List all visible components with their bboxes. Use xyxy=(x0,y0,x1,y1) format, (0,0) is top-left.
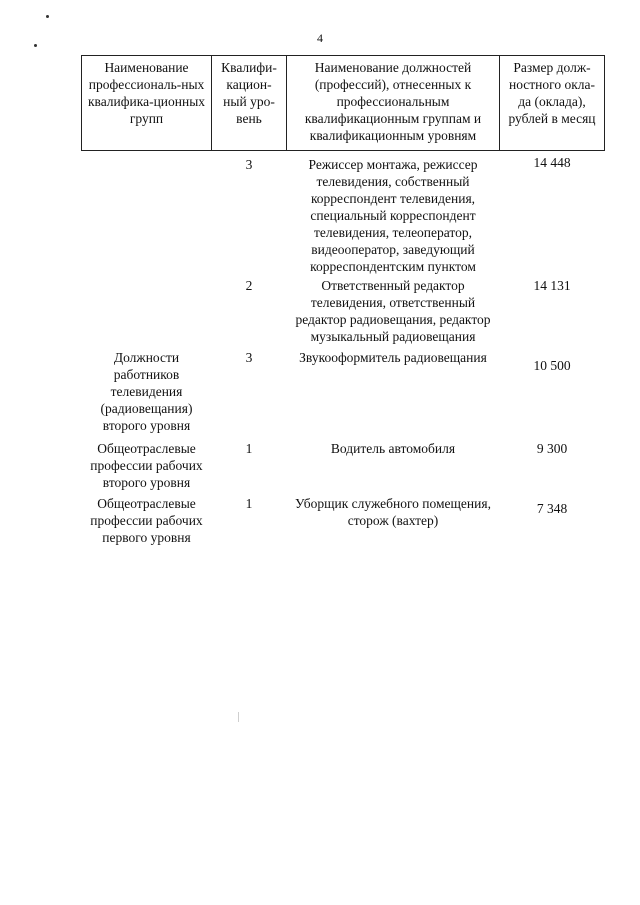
cell-positions: Звукооформитель радиовещания xyxy=(299,350,487,365)
table-row xyxy=(82,151,605,276)
cell-salary: 14 448 xyxy=(533,155,571,170)
header-qualification-level: Квалифи-кацион-ный уро-вень xyxy=(212,56,287,151)
header-group-name: Наименование профессиональ-ных квалифика-ционных групп xyxy=(82,56,212,151)
cell-group xyxy=(82,275,212,345)
cell-positions: Водитель автомобиля xyxy=(330,441,456,456)
cell-salary: 9 300 xyxy=(536,441,568,456)
cell-level: 1 xyxy=(245,496,253,511)
cell-level: 2 xyxy=(245,278,253,293)
cell-level: 1 xyxy=(245,441,253,456)
cell-positions: Уборщик служебного помещения, сторож (вахтер) xyxy=(295,496,491,528)
page-number: 4 xyxy=(317,31,323,45)
cell-group: Общеотраслевые профессии рабочих второго уровня xyxy=(90,441,203,490)
table-row xyxy=(82,345,605,434)
table-row xyxy=(82,434,605,491)
salary-table xyxy=(81,55,605,546)
scan-artifact-mark xyxy=(238,712,239,722)
table-header-row xyxy=(82,56,605,151)
cell-level: 3 xyxy=(245,350,253,365)
cell-group xyxy=(82,151,212,276)
cell-group: Должности работников телевидения (радиовещания) второго уровня xyxy=(100,350,193,433)
header-salary: Размер долж-ностного окла-да (оклада), рублей в месяц xyxy=(500,56,605,151)
cell-group: Общеотраслевые профессии рабочих первого уровня xyxy=(90,496,203,545)
salary-table-container xyxy=(81,55,604,546)
cell-salary: 7 348 xyxy=(536,501,568,516)
scan-artifact-dot xyxy=(46,15,49,18)
cell-level: 3 xyxy=(245,157,253,172)
cell-salary: 10 500 xyxy=(533,358,571,373)
table-row xyxy=(82,491,605,546)
cell-salary: 14 131 xyxy=(533,278,571,293)
cell-positions: Ответственный редактор телевидения, ответственный редактор радиовещания, редактор музыкальный радиовещания xyxy=(295,278,491,344)
header-positions: Наименование должностей (профессий), отнесенных к профессиональным квалификационным группам и квалификационным уровням xyxy=(287,56,500,151)
table-row xyxy=(82,275,605,345)
cell-positions: Режиссер монтажа, режиссер телевидения, собственный корреспондент телевидения, специальный корреспондент телевидения, телеоператор, видеооператор, заведующий корреспондентским пунктом xyxy=(308,157,478,274)
